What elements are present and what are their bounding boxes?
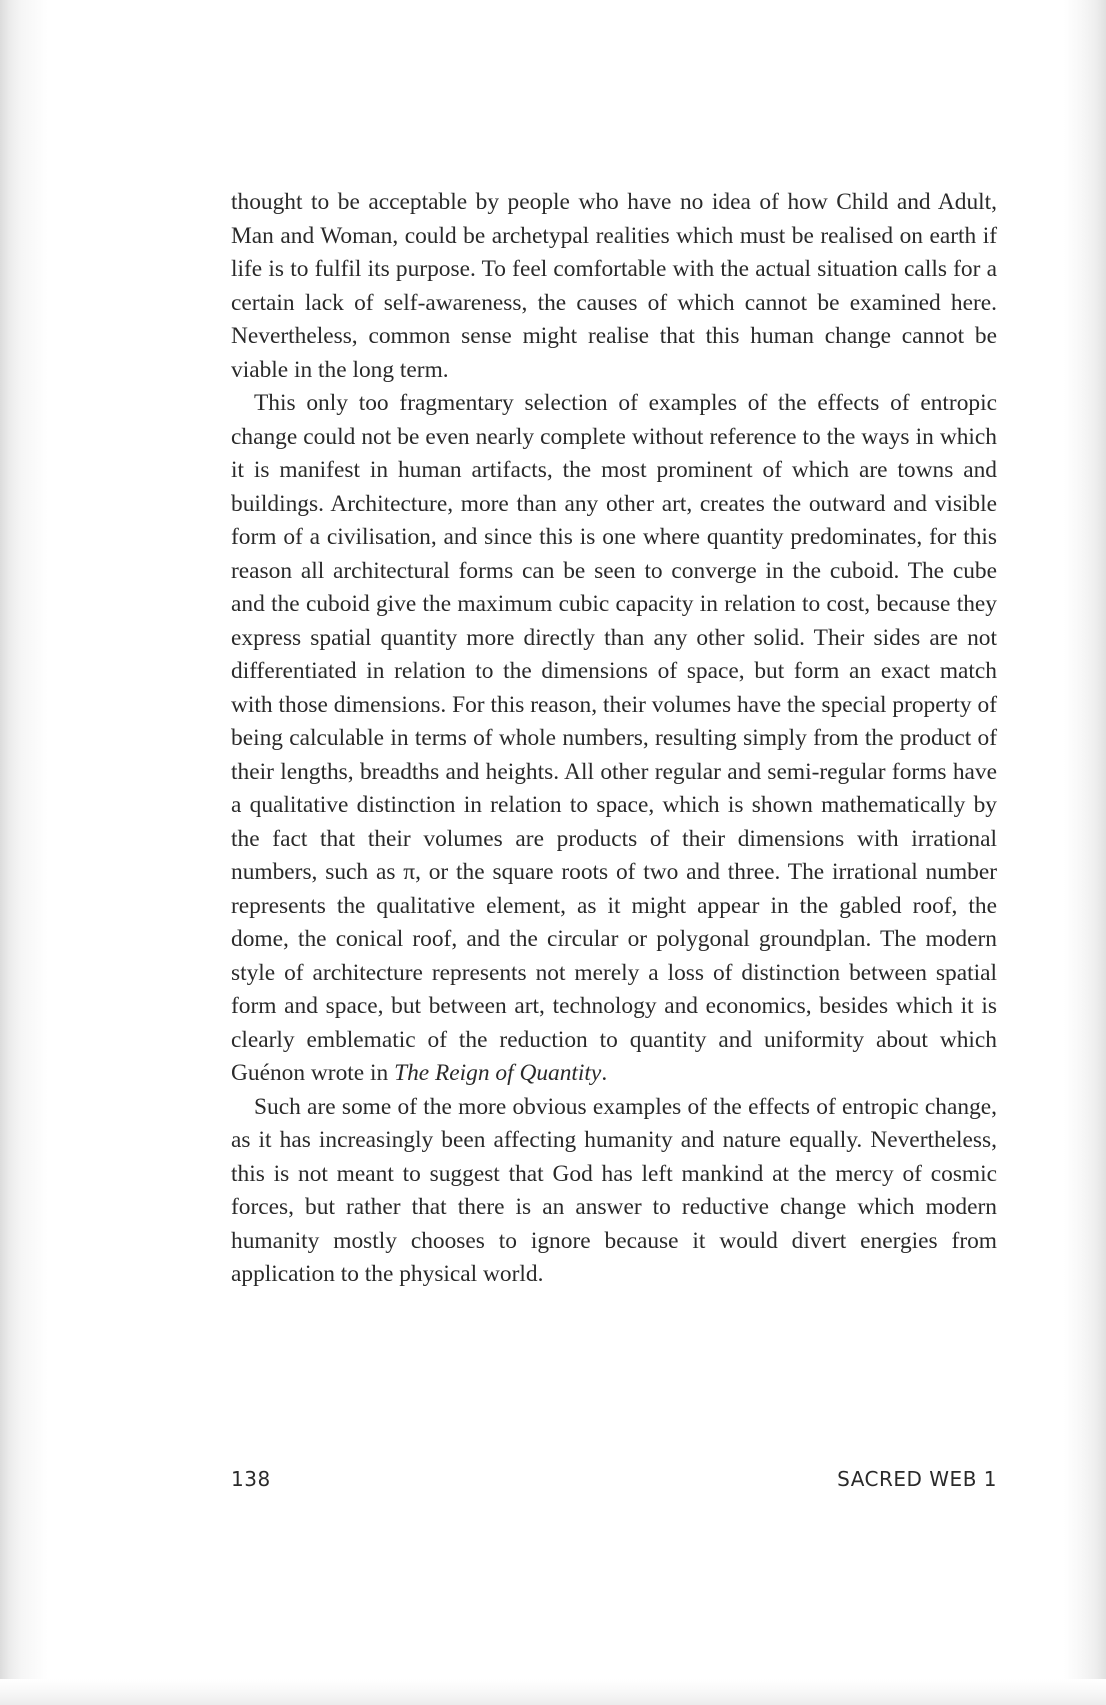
- scan-edge-bottom: [0, 1679, 1106, 1705]
- book-title: The Reign of Quantity: [394, 1060, 602, 1086]
- paragraph: [231, 186, 997, 387]
- body-text: [231, 186, 997, 1292]
- running-title: SACRED WEB 1: [837, 1467, 997, 1491]
- page-footer: [231, 1467, 997, 1497]
- paragraph-text: This only too fragmentary selection of examples of the effects of entropic change could not be even nearly complete without reference to the ways in which it is manifest in human artifacts, the most prominent of which are towns and buildings. Architecture, more than any other art, creates the outward and visible form of a civilisation, and since this is one where quantity predominates, for this reason all architectural forms can be seen to converge in the cuboid. The cube and the cuboid give the maximum cubic capacity in relation to cost, because they express spatial quantity more directly than any other solid. Their sides are not differentiated in relation to the dimensions of space, but form an exact match with those dimensions. For this reason, their volumes have the special property of being calculable in terms of whole numbers, resulting simply from the product of their lengths, breadths and heights. All other regular and semi-regular forms have a qualitative distinction in relation to space, which is shown mathematically by the fact that their volumes are products of their dimensions with irrational numbers, such as π, or the square roots of two and three. The irrational number represents the qualitative element, as it might appear in the gabled roof, the dome, the conical roof, and the circular or polygonal groundplan. The modern style of architecture represents not merely a loss of distinction between spatial form and space, but between art, technology and economics, besides which it is clearly emblematic of the reduction to quantity and uniformity about which Guénon wrote in: [231, 390, 997, 1086]
- paragraph-text: thought to be acceptable by people who have no idea of how Child and Adult, Man and Woman, could be archetypal realities which must be realised on earth if life is to fulfil its purpose. To feel comfortable with the actual situation calls for a certain lack of self-awareness, the causes of which cannot be examined here. Nevertheless, common sense might realise that this human change cannot be viable in the long term.: [231, 189, 997, 383]
- paragraph: [231, 387, 997, 1091]
- page-number: 138: [231, 1467, 271, 1491]
- paragraph: [231, 1091, 997, 1292]
- scan-edge-right: [1064, 0, 1106, 1705]
- scan-edge-left: [0, 0, 48, 1705]
- paragraph-end: .: [601, 1060, 608, 1086]
- paragraph-text: Such are some of the more obvious examples of the effects of entropic change, as it has increasingly been affecting humanity and nature equally. Nevertheless, this is not meant to suggest that God has left mankind at the mercy of cosmic forces, but rather that there is an answer to reductive change which modern humanity mostly chooses to ignore because it would divert energies from application to the physical world.: [231, 1093, 997, 1287]
